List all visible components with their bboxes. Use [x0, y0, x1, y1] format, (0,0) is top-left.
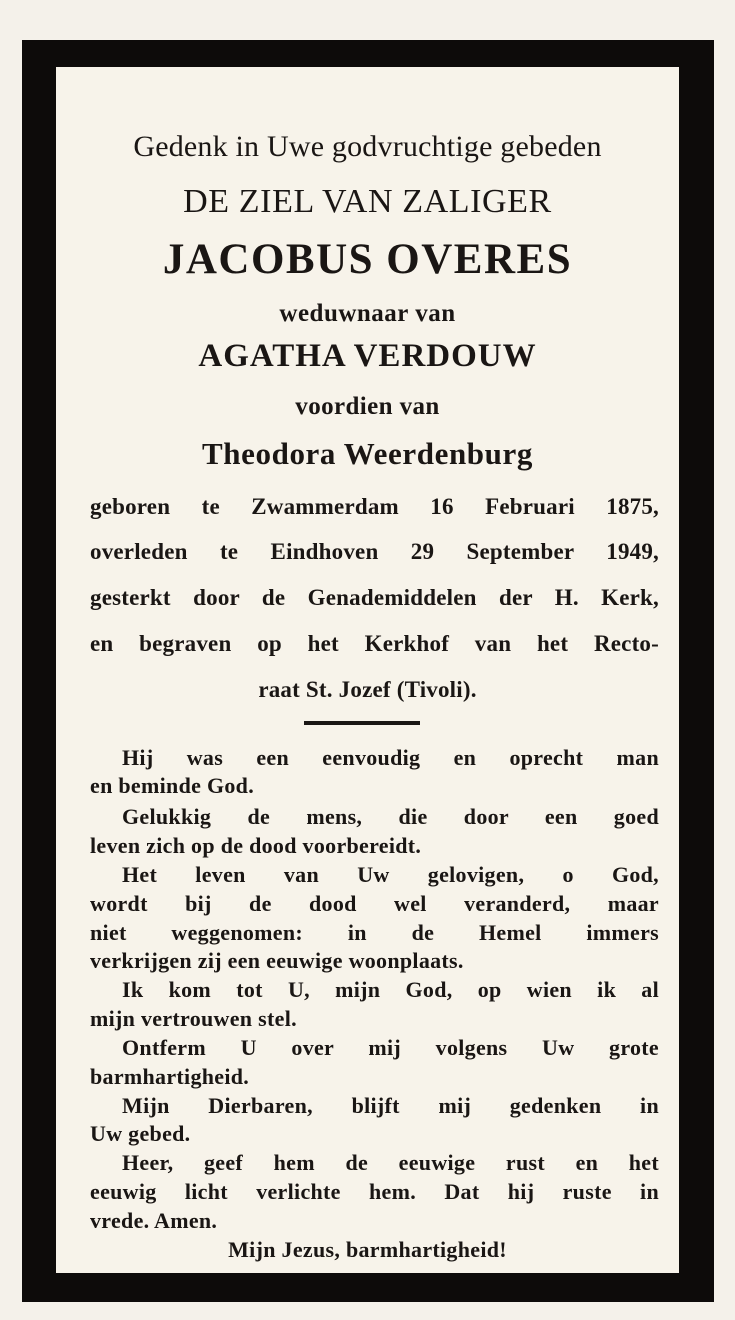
spouse-name-2: Theodora Weerdenburg [202, 436, 533, 471]
prayer-line: Heer, geef hem de eeuwige rust en het [122, 1150, 659, 1175]
soul-heading: DE ZIEL VAN ZALIGER [183, 183, 552, 220]
prayer-line: en beminde God. [90, 773, 255, 798]
prayer-line: niet weggenomen: in de Hemel immers [90, 920, 659, 945]
prayer-line: Gelukkig de mens, die door een goed [122, 804, 659, 829]
divider-rule [304, 721, 420, 725]
birth-line: geboren te Zwammerdam 16 Februari 1875, [90, 494, 659, 519]
prayer-line: mijn vertrouwen stel. [90, 1006, 297, 1031]
deceased-name: JACOBUS OVERES [162, 236, 573, 283]
prayer-line: Het leven van Uw gelovigen, o God, [122, 862, 659, 887]
card-text-panel [56, 67, 679, 1273]
spouse-name-1: AGATHA VERDOUW [198, 338, 537, 374]
prayer-line: Mijn Dierbaren, blijft mij gedenken in [122, 1093, 659, 1118]
prayer-line: Hij was een eenvoudig en oprecht man [122, 745, 659, 770]
prayer-line: barmhartigheid. [90, 1064, 250, 1089]
burial-line-end: raat St. Jozef (Tivoli). [258, 677, 477, 702]
prayer-line: wordt bij de dood wel veranderd, maar [90, 891, 659, 916]
death-line: overleden te Eindhoven 29 September 1949, [90, 539, 659, 564]
relation-previously: voordien van [295, 393, 440, 420]
burial-line: en begraven op het Kerkhof van het Recto- [90, 631, 659, 656]
relation-widower: weduwnaar van [279, 300, 456, 327]
prayer-line: Ontferm U over mij volgens Uw grote [122, 1035, 659, 1060]
closing-invocation: Mijn Jezus, barmhartigheid! [228, 1237, 507, 1262]
prayer-line: leven zich op de dood voorbereidt. [90, 833, 422, 858]
prayer-line: verkrijgen zij een eeuwige woonplaats. [90, 948, 464, 973]
prayer-line: Ik kom tot U, mijn God, op wien ik al [122, 977, 659, 1002]
prayer-line: vrede. Amen. [90, 1208, 218, 1233]
sacraments-line: gesterkt door de Genademiddelen der H. Kerk, [90, 585, 659, 610]
mourning-card-black-border [22, 40, 714, 1302]
prayer-line: eeuwig licht verlichte hem. Dat hij ruste in [90, 1179, 659, 1204]
opening-line: Gedenk in Uwe godvruchtige gebeden [133, 130, 602, 163]
prayer-line: Uw gebed. [90, 1121, 191, 1146]
